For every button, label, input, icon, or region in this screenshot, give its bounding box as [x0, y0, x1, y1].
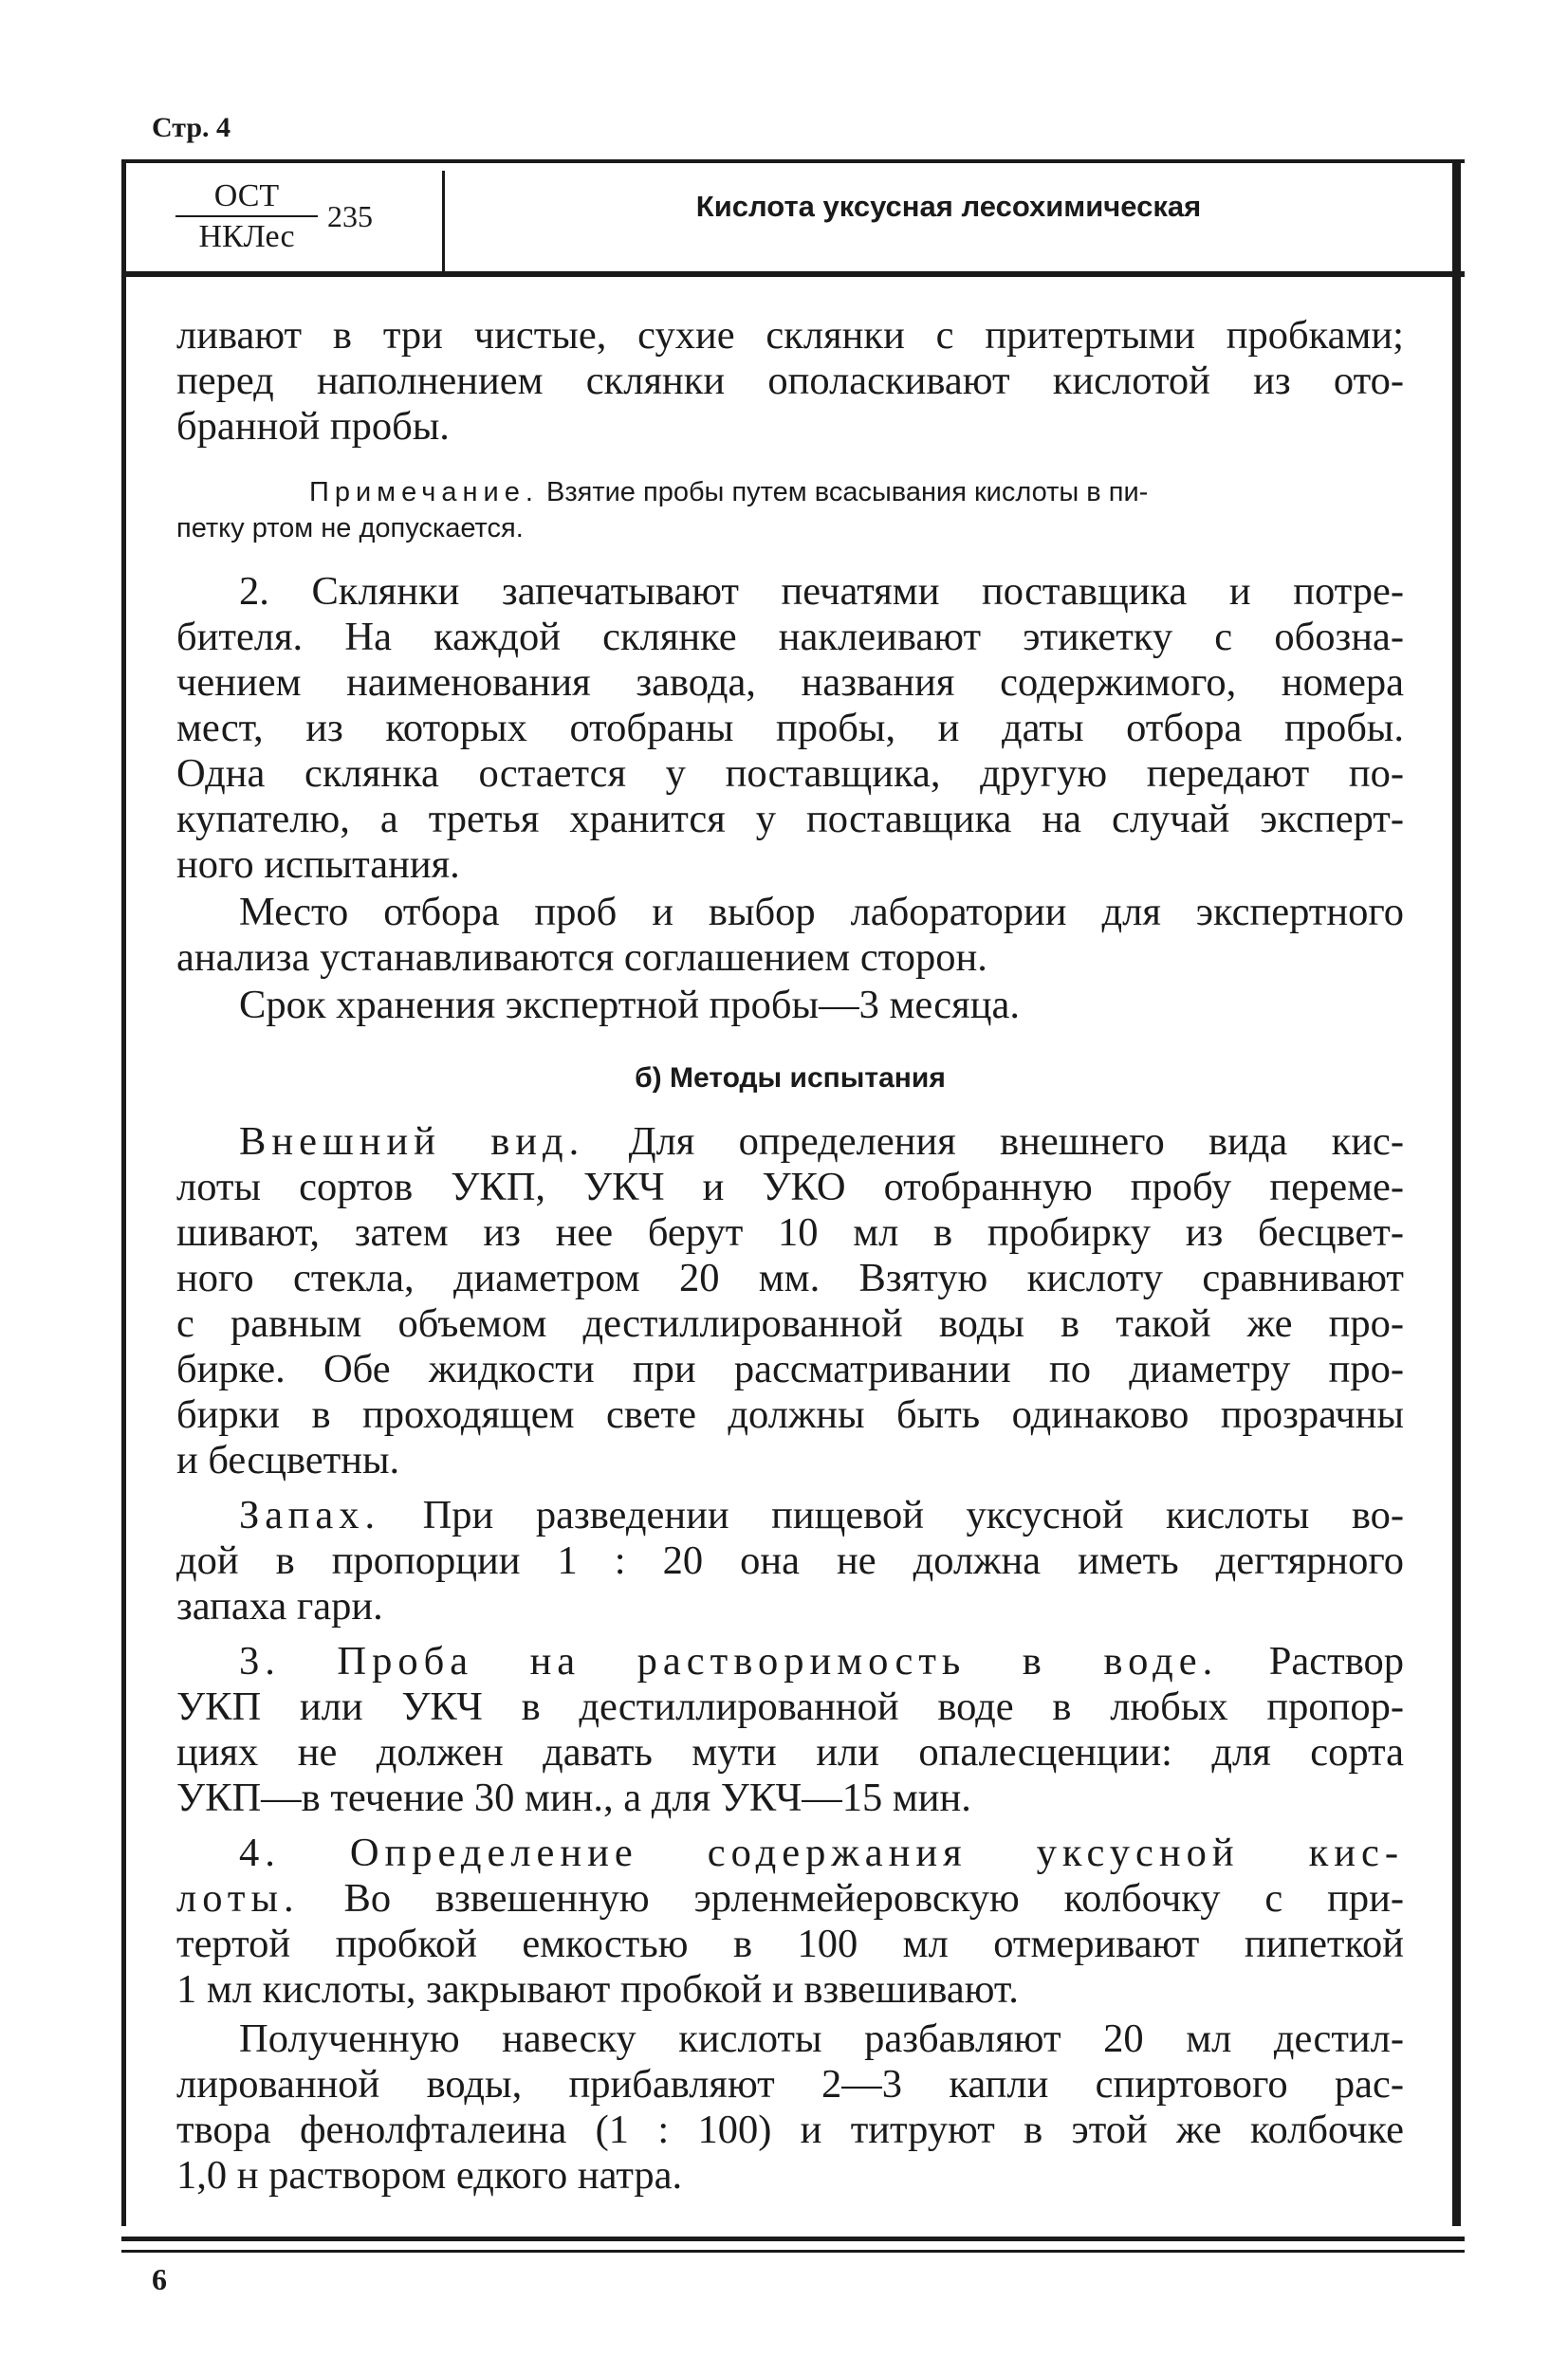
text-line	[176, 1119, 1404, 1165]
note-label: Примечание.	[309, 477, 539, 507]
page-label: Стр. 4	[152, 112, 231, 143]
text-line: бителя. На каждой склянке наклеивают этикетку с обозна-	[176, 615, 1404, 659]
text-fragment: При разведении пищевой уксусной кислоты во-	[380, 1493, 1404, 1537]
text-line	[176, 1639, 1404, 1685]
note-line: петку ртом не допускается.	[176, 513, 524, 543]
text-line: УКП—в течение 30 мин., а для УКЧ—15 мин.	[176, 1776, 971, 1820]
text-line: циях не должен давать мути или опалесценции: для сорта	[176, 1730, 1404, 1775]
text-fragment: Раствор	[1218, 1639, 1404, 1684]
text-line	[176, 1876, 1404, 1922]
page-number: 6	[152, 2262, 167, 2296]
paragraph-7	[176, 1639, 1404, 1821]
paragraph-5	[176, 1119, 1404, 1483]
text-line: ливают в три чистые, сухие склянки с притертыми пробками;	[176, 313, 1404, 358]
text-line: лоты сортов УКП, УКЧ и УКО отобранную пробу переме-	[176, 1165, 1404, 1209]
text-line: шивают, затем из нее берут 10 мл в пробирку из бесцвет-	[176, 1210, 1404, 1255]
text-line: твора фенолфталеина (1 : 100) и титруют в этой же колбочке	[176, 2108, 1404, 2152]
text-line: запаха гари.	[176, 1584, 383, 1629]
paragraph-6	[176, 1493, 1404, 1629]
section-label: 3. Проба на растворимость в воде.	[239, 1639, 1219, 1684]
text-line: бирке. Обе жидкости при рассматривании по диаметру про-	[176, 1347, 1404, 1391]
text-line: анализа устанавливаются соглашением сторон.	[176, 935, 987, 980]
text-line: Срок хранения экспертной пробы—3 месяца.	[239, 983, 1020, 1027]
note-line	[309, 474, 1404, 510]
text-line: 1,0 н раствором едкого натра.	[176, 2153, 683, 2198]
text-line: купателю, а третья хранится у поставщика на случай эксперт-	[176, 797, 1404, 841]
text-line: чением наименования завода, названия содержимого, номера	[176, 660, 1404, 705]
text-line: Место отбора проб и выбор лаборатории для экспертного	[239, 890, 1404, 934]
text-line: бирки в проходящем свете должны быть одинаково прозрачны	[176, 1392, 1404, 1437]
document-title: Кислота уксусная лесохимическая	[695, 190, 1202, 223]
text-line: ного испытания.	[176, 842, 460, 887]
footer-rule	[121, 2250, 1465, 2253]
text-line: с равным объемом дестиллированной воды в такой же про-	[176, 1301, 1404, 1346]
text-line	[176, 1493, 1404, 1538]
footer-rule	[121, 2237, 1465, 2241]
section-label: Запах.	[239, 1493, 381, 1537]
paragraph-2	[176, 569, 1404, 888]
paragraph-4	[176, 983, 1404, 1028]
paragraph-3	[176, 890, 1404, 981]
paragraph-1	[176, 313, 1404, 450]
text-fragment: Во взвешенную эрленмейеровскую колбочку с при-	[299, 1876, 1404, 1921]
section-heading: б) Методы испытания	[635, 1062, 946, 1094]
ost-designation	[175, 178, 318, 255]
text-line: ного стекла, диаметром 20 мм. Взятую кислоту сравнивают	[176, 1256, 1404, 1300]
text-line: мест, из которых отобраны пробы, и даты отбора пробы.	[176, 706, 1404, 750]
section-label: лоты.	[176, 1876, 300, 1921]
note-text: Взятие пробы путем всасывания кислоты в пи-	[538, 477, 1149, 507]
header-divider	[442, 171, 445, 271]
text-line: и бесцветны.	[176, 1438, 400, 1482]
text-line: лированной воды, прибавляют 2—3 капли спиртового рас-	[176, 2062, 1404, 2107]
text-line: 2. Склянки запечатывают печатями поставщика и потре-	[239, 569, 1404, 614]
text-line: УКП или УКЧ в дестиллированной воде в любых пропор-	[176, 1685, 1404, 1729]
text-line: бранной пробы.	[176, 404, 450, 449]
text-line: тертой пробкой емкостью в 100 мл отмеривают пипеткой	[176, 1922, 1404, 1966]
text-line: Одна склянка остается у поставщика, другую передают по-	[176, 751, 1404, 796]
paragraph-8	[176, 1831, 1404, 2013]
text-line: 1 мл кислоты, закрывают пробкой и взвешивают.	[176, 1967, 1019, 2012]
text-fragment: Для определения внешнего вида кис-	[584, 1119, 1404, 1164]
ost-bottom: НКЛес	[198, 219, 295, 255]
text-line: перед наполнением склянки ополаскивают кислотой из ото-	[176, 359, 1404, 403]
header-rule	[121, 271, 1465, 277]
text-line: дой в пропорции 1 : 20 она не должна иметь дегтярного	[176, 1538, 1404, 1583]
section-label: Внешний вид.	[239, 1119, 585, 1164]
document-body	[176, 313, 1404, 2199]
ost-number: 235	[327, 199, 373, 233]
note-continued	[176, 510, 1404, 546]
note	[176, 474, 1404, 510]
ost-top: ОСТ	[175, 178, 318, 217]
text-line: Полученную навеску кислоты разбавляют 20 мл дестил-	[239, 2016, 1404, 2061]
text-line: 4. Определение содержания уксусной кис-	[239, 1831, 1404, 1875]
paragraph-9	[176, 2016, 1404, 2199]
